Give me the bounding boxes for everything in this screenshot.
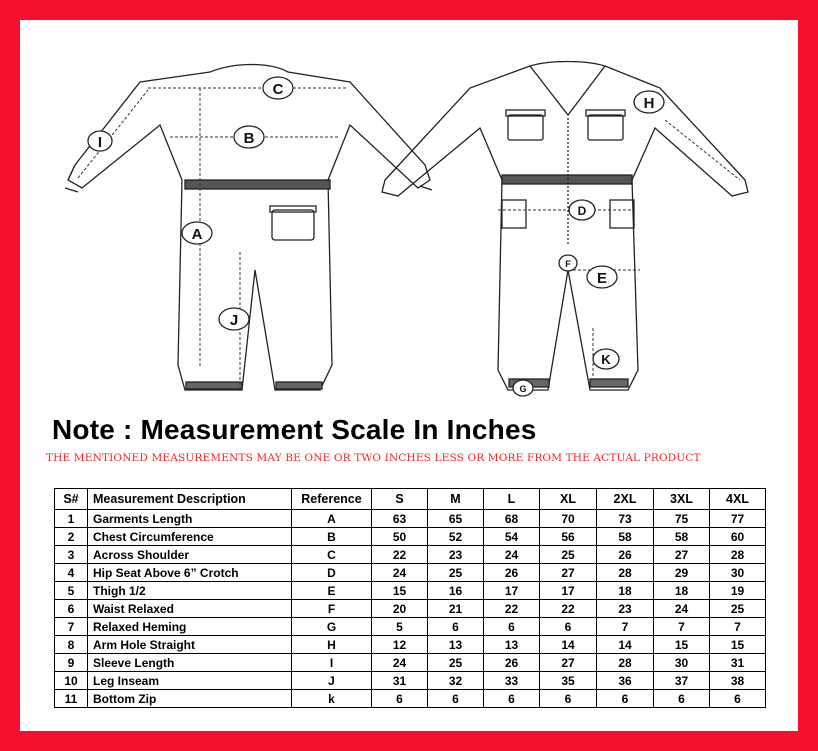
label-e: E bbox=[596, 270, 608, 287]
row-size-value: 7 bbox=[597, 618, 654, 636]
row-size-value: 32 bbox=[428, 672, 484, 690]
row-size-value: 12 bbox=[372, 636, 428, 654]
row-reference: H bbox=[292, 636, 372, 654]
label-b: B bbox=[243, 130, 255, 147]
row-size-value: 13 bbox=[484, 636, 540, 654]
row-reference: I bbox=[292, 654, 372, 672]
row-size-value: 25 bbox=[428, 654, 484, 672]
row-serial: 6 bbox=[55, 600, 88, 618]
row-description: Thigh 1/2 bbox=[88, 582, 292, 600]
label-a: A bbox=[191, 226, 203, 243]
row-size-value: 58 bbox=[654, 528, 710, 546]
row-reference: A bbox=[292, 510, 372, 528]
table-body bbox=[55, 510, 766, 708]
row-size-value: 6 bbox=[540, 618, 597, 636]
label-d: D bbox=[577, 204, 587, 218]
row-size-value: 23 bbox=[428, 546, 484, 564]
header-size-3xl: 3XL bbox=[654, 489, 710, 510]
row-size-value: 54 bbox=[484, 528, 540, 546]
row-reference: C bbox=[292, 546, 372, 564]
row-size-value: 14 bbox=[540, 636, 597, 654]
row-size-value: 27 bbox=[540, 654, 597, 672]
row-size-value: 65 bbox=[428, 510, 484, 528]
row-size-value: 24 bbox=[484, 546, 540, 564]
row-size-value: 73 bbox=[597, 510, 654, 528]
front-chest-pocket-right bbox=[588, 115, 623, 140]
row-size-value: 18 bbox=[597, 582, 654, 600]
row-serial: 9 bbox=[55, 654, 88, 672]
row-size-value: 17 bbox=[540, 582, 597, 600]
row-reference: k bbox=[292, 690, 372, 708]
row-size-value: 25 bbox=[540, 546, 597, 564]
row-size-value: 15 bbox=[710, 636, 766, 654]
row-serial: 2 bbox=[55, 528, 88, 546]
table-row bbox=[55, 654, 766, 672]
label-i: I bbox=[97, 134, 103, 151]
row-reference: D bbox=[292, 564, 372, 582]
table-row bbox=[55, 672, 766, 690]
row-size-value: 31 bbox=[372, 672, 428, 690]
row-serial: 11 bbox=[55, 690, 88, 708]
back-right-cuff bbox=[276, 382, 322, 389]
table-row bbox=[55, 528, 766, 546]
row-size-value: 28 bbox=[597, 564, 654, 582]
row-serial: 5 bbox=[55, 582, 88, 600]
label-f: F bbox=[565, 259, 571, 269]
row-size-value: 77 bbox=[710, 510, 766, 528]
row-description: Chest Circumference bbox=[88, 528, 292, 546]
row-reference: F bbox=[292, 600, 372, 618]
row-size-value: 24 bbox=[372, 564, 428, 582]
row-size-value: 30 bbox=[710, 564, 766, 582]
row-size-value: 28 bbox=[597, 654, 654, 672]
front-waistband bbox=[502, 175, 632, 184]
front-right-cuff bbox=[590, 379, 628, 387]
label-c: C bbox=[272, 81, 284, 98]
row-size-value: 60 bbox=[710, 528, 766, 546]
row-size-value: 15 bbox=[654, 636, 710, 654]
row-description: Bottom Zip bbox=[88, 690, 292, 708]
row-serial: 8 bbox=[55, 636, 88, 654]
row-size-value: 26 bbox=[484, 654, 540, 672]
row-reference: J bbox=[292, 672, 372, 690]
row-size-value: 7 bbox=[710, 618, 766, 636]
row-size-value: 27 bbox=[540, 564, 597, 582]
row-size-value: 14 bbox=[597, 636, 654, 654]
header-size-m: M bbox=[428, 489, 484, 510]
header-reference: Reference bbox=[292, 489, 372, 510]
row-size-value: 6 bbox=[597, 690, 654, 708]
row-size-value: 25 bbox=[710, 600, 766, 618]
row-size-value: 20 bbox=[372, 600, 428, 618]
row-size-value: 27 bbox=[654, 546, 710, 564]
row-size-value: 5 bbox=[372, 618, 428, 636]
row-size-value: 26 bbox=[597, 546, 654, 564]
row-size-value: 35 bbox=[540, 672, 597, 690]
row-description: Leg Inseam bbox=[88, 672, 292, 690]
row-size-value: 23 bbox=[597, 600, 654, 618]
label-g: G bbox=[519, 384, 527, 394]
label-j: J bbox=[229, 312, 239, 329]
row-size-value: 25 bbox=[428, 564, 484, 582]
row-description: Sleeve Length bbox=[88, 654, 292, 672]
back-left-cuff bbox=[186, 382, 242, 389]
row-size-value: 38 bbox=[710, 672, 766, 690]
row-description: Relaxed Heming bbox=[88, 618, 292, 636]
row-size-value: 30 bbox=[654, 654, 710, 672]
row-size-value: 16 bbox=[428, 582, 484, 600]
row-size-value: 13 bbox=[428, 636, 484, 654]
header-serial: S# bbox=[55, 489, 88, 510]
row-size-value: 68 bbox=[484, 510, 540, 528]
row-serial: 7 bbox=[55, 618, 88, 636]
measurement-scale-note: Note : Measurement Scale In Inches bbox=[52, 414, 537, 445]
row-size-value: 6 bbox=[428, 690, 484, 708]
table-row bbox=[55, 636, 766, 654]
row-size-value: 33 bbox=[484, 672, 540, 690]
row-serial: 1 bbox=[55, 510, 88, 528]
row-size-value: 15 bbox=[372, 582, 428, 600]
row-size-value: 75 bbox=[654, 510, 710, 528]
header-size-4xl: 4XL bbox=[710, 489, 766, 510]
row-size-value: 6 bbox=[372, 690, 428, 708]
front-hip-pocket-left bbox=[502, 200, 526, 228]
row-size-value: 6 bbox=[484, 690, 540, 708]
row-size-value: 22 bbox=[540, 600, 597, 618]
row-description: Arm Hole Straight bbox=[88, 636, 292, 654]
row-size-value: 22 bbox=[372, 546, 428, 564]
row-size-value: 6 bbox=[654, 690, 710, 708]
row-reference: E bbox=[292, 582, 372, 600]
header-size-l: L bbox=[484, 489, 540, 510]
table-header-row bbox=[55, 489, 766, 510]
header-size-s: S bbox=[372, 489, 428, 510]
row-size-value: 31 bbox=[710, 654, 766, 672]
table-row bbox=[55, 618, 766, 636]
header-size-xl: XL bbox=[540, 489, 597, 510]
back-view-outline bbox=[68, 65, 430, 391]
row-size-value: 70 bbox=[540, 510, 597, 528]
row-reference: B bbox=[292, 528, 372, 546]
row-description: Waist Relaxed bbox=[88, 600, 292, 618]
table-row bbox=[55, 564, 766, 582]
front-chest-pocket-left bbox=[508, 115, 543, 140]
coverall-measurement-diagram bbox=[20, 20, 798, 405]
row-size-value: 19 bbox=[710, 582, 766, 600]
row-size-value: 6 bbox=[540, 690, 597, 708]
row-serial: 4 bbox=[55, 564, 88, 582]
row-size-value: 56 bbox=[540, 528, 597, 546]
row-size-value: 6 bbox=[710, 690, 766, 708]
header-description: Measurement Description bbox=[88, 489, 292, 510]
table-row bbox=[55, 582, 766, 600]
header-size-2xl: 2XL bbox=[597, 489, 654, 510]
row-size-value: 58 bbox=[597, 528, 654, 546]
row-size-value: 50 bbox=[372, 528, 428, 546]
row-size-value: 52 bbox=[428, 528, 484, 546]
row-size-value: 21 bbox=[428, 600, 484, 618]
measurement-disclaimer: THE MENTIONED MEASUREMENTS MAY BE ONE OR TWO INCHES LESS OR MORE FROM THE ACTUAL PRODUCT bbox=[46, 452, 701, 464]
row-size-value: 37 bbox=[654, 672, 710, 690]
row-size-value: 18 bbox=[654, 582, 710, 600]
row-size-value: 29 bbox=[654, 564, 710, 582]
table-row bbox=[55, 510, 766, 528]
row-description: Across Shoulder bbox=[88, 546, 292, 564]
back-pocket bbox=[272, 210, 314, 240]
row-size-value: 6 bbox=[428, 618, 484, 636]
row-size-value: 63 bbox=[372, 510, 428, 528]
label-h: H bbox=[643, 95, 655, 112]
size-chart-table bbox=[54, 488, 766, 708]
row-size-value: 17 bbox=[484, 582, 540, 600]
row-size-value: 6 bbox=[484, 618, 540, 636]
row-serial: 3 bbox=[55, 546, 88, 564]
row-description: Hip Seat Above 6” Crotch bbox=[88, 564, 292, 582]
label-k: K bbox=[601, 352, 611, 367]
row-size-value: 26 bbox=[484, 564, 540, 582]
row-description: Garments Length bbox=[88, 510, 292, 528]
row-size-value: 28 bbox=[710, 546, 766, 564]
table-row bbox=[55, 546, 766, 564]
row-size-value: 24 bbox=[654, 600, 710, 618]
row-size-value: 36 bbox=[597, 672, 654, 690]
row-size-value: 7 bbox=[654, 618, 710, 636]
front-hip-pocket-right bbox=[610, 200, 634, 228]
row-size-value: 22 bbox=[484, 600, 540, 618]
back-waistband bbox=[185, 180, 330, 189]
table-row bbox=[55, 600, 766, 618]
row-serial: 10 bbox=[55, 672, 88, 690]
row-size-value: 24 bbox=[372, 654, 428, 672]
row-reference: G bbox=[292, 618, 372, 636]
table-row bbox=[55, 690, 766, 708]
